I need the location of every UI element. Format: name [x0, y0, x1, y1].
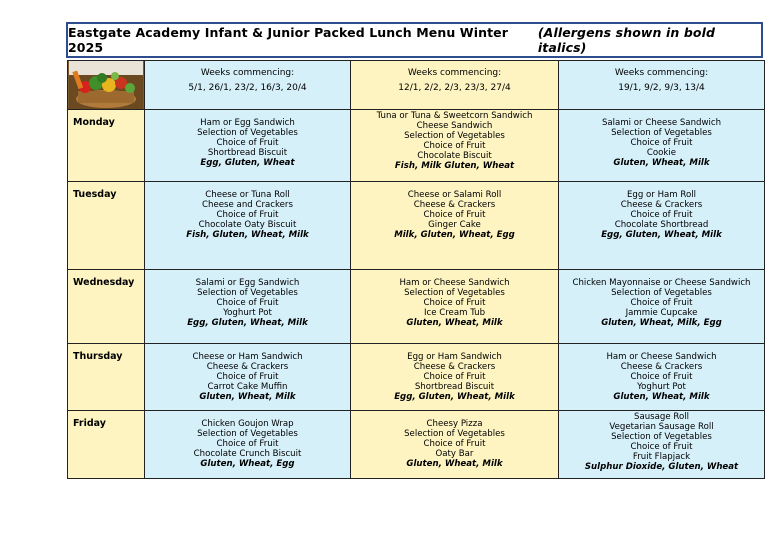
- menu-item: Cheese and Crackers: [202, 200, 293, 210]
- menu-item: Choice of Fruit: [423, 210, 486, 220]
- menu-cell: [559, 182, 765, 270]
- header-row: [68, 61, 765, 110]
- menu-title-box: [66, 22, 763, 58]
- menu-item: Carrot Cake Muffin: [207, 382, 288, 392]
- menu-cell: [351, 411, 559, 479]
- menu-cell: [559, 411, 765, 479]
- week-dates: 12/1, 2/2, 2/3, 23/3, 27/4: [398, 83, 511, 93]
- menu-item: Cheese & Crackers: [620, 362, 703, 372]
- allergens: Egg, Gluten, Wheat, Milk: [601, 230, 722, 240]
- allergens: Egg, Gluten, Wheat, Milk: [187, 318, 308, 328]
- menu-item: Ice Cream Tub: [423, 308, 486, 318]
- menu-item: Cheese & Crackers: [206, 362, 289, 372]
- day-label: Thursday: [68, 344, 145, 411]
- menu-item: Selection of Vegetables: [404, 288, 505, 298]
- menu-cell: [145, 270, 351, 344]
- menu-item: Choice of Fruit: [423, 141, 486, 151]
- week-dates: 19/1, 9/2, 9/3, 13/4: [618, 83, 705, 93]
- menu-item: Choice of Fruit: [630, 442, 693, 452]
- week-label: Weeks commencing:: [200, 68, 295, 78]
- menu-item: Sausage Roll: [633, 412, 689, 422]
- week-header-2: [351, 61, 559, 110]
- menu-item: Shortbread Biscuit: [207, 148, 288, 158]
- menu-cell: [559, 344, 765, 411]
- allergens: Sulphur Dioxide, Gluten, Wheat: [584, 462, 739, 472]
- menu-item: Selection of Vegetables: [197, 128, 298, 138]
- allergens: Fish, Milk Gluten, Wheat: [394, 161, 515, 171]
- menu-cell: [351, 270, 559, 344]
- menu-item: Choice of Fruit: [423, 372, 486, 382]
- menu-item: Shortbread Biscuit: [414, 382, 495, 392]
- menu-item: Egg or Ham Sandwich: [407, 352, 502, 362]
- menu-item: Cheese or Tuna Roll: [205, 190, 290, 200]
- menu-item: Selection of Vegetables: [197, 429, 298, 439]
- menu-cell: [351, 182, 559, 270]
- allergens: Gluten, Wheat, Milk, Egg: [601, 318, 722, 328]
- menu-item: Chocolate Crunch Biscuit: [193, 449, 302, 459]
- day-label: Monday: [68, 110, 145, 182]
- menu-item: Choice of Fruit: [630, 138, 693, 148]
- menu-item: Cheese or Salami Roll: [407, 190, 502, 200]
- menu-table: [67, 60, 765, 479]
- menu-cell: [145, 182, 351, 270]
- day-label: Tuesday: [68, 182, 145, 270]
- image-cell: [68, 61, 145, 110]
- allergens: Gluten, Wheat, Milk: [613, 158, 710, 168]
- menu-item: Fruit Flapjack: [632, 452, 691, 462]
- allergens: Gluten, Wheat, Milk: [199, 392, 296, 402]
- menu-item: Selection of Vegetables: [611, 432, 712, 442]
- allergens: Fish, Gluten, Wheat, Milk: [186, 230, 309, 240]
- menu-cell: [145, 110, 351, 182]
- menu-item: Salami or Egg Sandwich: [195, 278, 300, 288]
- menu-item: Yoghurt Pot: [223, 308, 272, 318]
- day-label: Friday: [68, 411, 145, 479]
- menu-item: Egg or Ham Roll: [626, 190, 697, 200]
- menu-item: Tuna or Tuna & Sweetcorn Sandwich: [376, 111, 533, 121]
- menu-item: Chicken Goujon Wrap: [201, 419, 294, 429]
- menu-item: Salami or Cheese Sandwich: [601, 118, 722, 128]
- allergens: Egg, Gluten, Wheat, Milk: [394, 392, 515, 402]
- menu-cell: [351, 110, 559, 182]
- menu-item: Choice of Fruit: [630, 298, 693, 308]
- menu-item: Choice of Fruit: [216, 210, 279, 220]
- menu-item: Choice of Fruit: [423, 298, 486, 308]
- menu-cell: [145, 344, 351, 411]
- menu-item: Chocolate Oaty Biscuit: [198, 220, 297, 230]
- menu-item: Choice of Fruit: [630, 372, 693, 382]
- menu-item: Ham or Cheese Sandwich: [606, 352, 717, 362]
- week-dates: 5/1, 26/1, 23/2, 16/3, 20/4: [188, 83, 307, 93]
- allergens: Egg, Gluten, Wheat: [200, 158, 295, 168]
- page-title: Eastgate Academy Infant & Junior Packed Lunch Menu Winter 2025: [68, 25, 508, 55]
- day-row-friday: [68, 411, 765, 479]
- menu-item: Cookie: [646, 148, 677, 158]
- menu-item: Choice of Fruit: [423, 439, 486, 449]
- menu-item: Cheese & Crackers: [620, 200, 703, 210]
- menu-item: Cheese or Ham Sandwich: [192, 352, 303, 362]
- menu-item: Choice of Fruit: [630, 210, 693, 220]
- menu-item: Choice of Fruit: [216, 298, 279, 308]
- menu-item: Ginger Cake: [428, 220, 481, 230]
- allergen-note: (Allergens shown in bold italics): [537, 25, 716, 55]
- menu-item: Selection of Vegetables: [404, 131, 505, 141]
- menu-item: Selection of Vegetables: [611, 288, 712, 298]
- menu-item: Selection of Vegetables: [404, 429, 505, 439]
- menu-item: Choice of Fruit: [216, 439, 279, 449]
- allergens: Gluten, Wheat, Egg: [200, 459, 295, 469]
- vegetable-basket-icon: [69, 61, 143, 109]
- allergens: Gluten, Wheat, Milk: [406, 459, 503, 469]
- menu-item: Choice of Fruit: [216, 138, 279, 148]
- menu-cell: [145, 411, 351, 479]
- menu-item: Selection of Vegetables: [611, 128, 712, 138]
- menu-item: Selection of Vegetables: [197, 288, 298, 298]
- menu-item: Jammie Cupcake: [625, 308, 698, 318]
- menu-item: Cheese Sandwich: [416, 121, 493, 131]
- menu-item: Cheese & Crackers: [413, 200, 496, 210]
- day-row-wednesday: [68, 270, 765, 344]
- menu-cell: [351, 344, 559, 411]
- day-label: Wednesday: [68, 270, 145, 344]
- allergens: Gluten, Wheat, Milk: [613, 392, 710, 402]
- menu-item: Vegetarian Sausage Roll: [609, 422, 714, 432]
- menu-item: Ham or Cheese Sandwich: [399, 278, 510, 288]
- menu-item: Ham or Egg Sandwich: [200, 118, 295, 128]
- day-row-tuesday: [68, 182, 765, 270]
- menu-cell: [559, 270, 765, 344]
- allergens: Gluten, Wheat, Milk: [406, 318, 503, 328]
- allergens: Milk, Gluten, Wheat, Egg: [394, 230, 515, 240]
- week-header-1: [145, 61, 351, 110]
- menu-item: Chocolate Shortbread: [614, 220, 709, 230]
- week-header-3: [559, 61, 765, 110]
- week-label: Weeks commencing:: [407, 68, 502, 78]
- menu-item: Cheesy Pizza: [426, 419, 483, 429]
- week-label: Weeks commencing:: [614, 68, 709, 78]
- day-row-monday: [68, 110, 765, 182]
- menu-item: Chicken Mayonnaise or Cheese Sandwich: [572, 278, 751, 288]
- menu-item: Oaty Bar: [435, 449, 474, 459]
- day-row-thursday: [68, 344, 765, 411]
- menu-item: Choice of Fruit: [216, 372, 279, 382]
- menu-item: Yoghurt Pot: [637, 382, 686, 392]
- menu-item: Chocolate Biscuit: [417, 151, 492, 161]
- menu-cell: [559, 110, 765, 182]
- menu-item: Cheese & Crackers: [413, 362, 496, 372]
